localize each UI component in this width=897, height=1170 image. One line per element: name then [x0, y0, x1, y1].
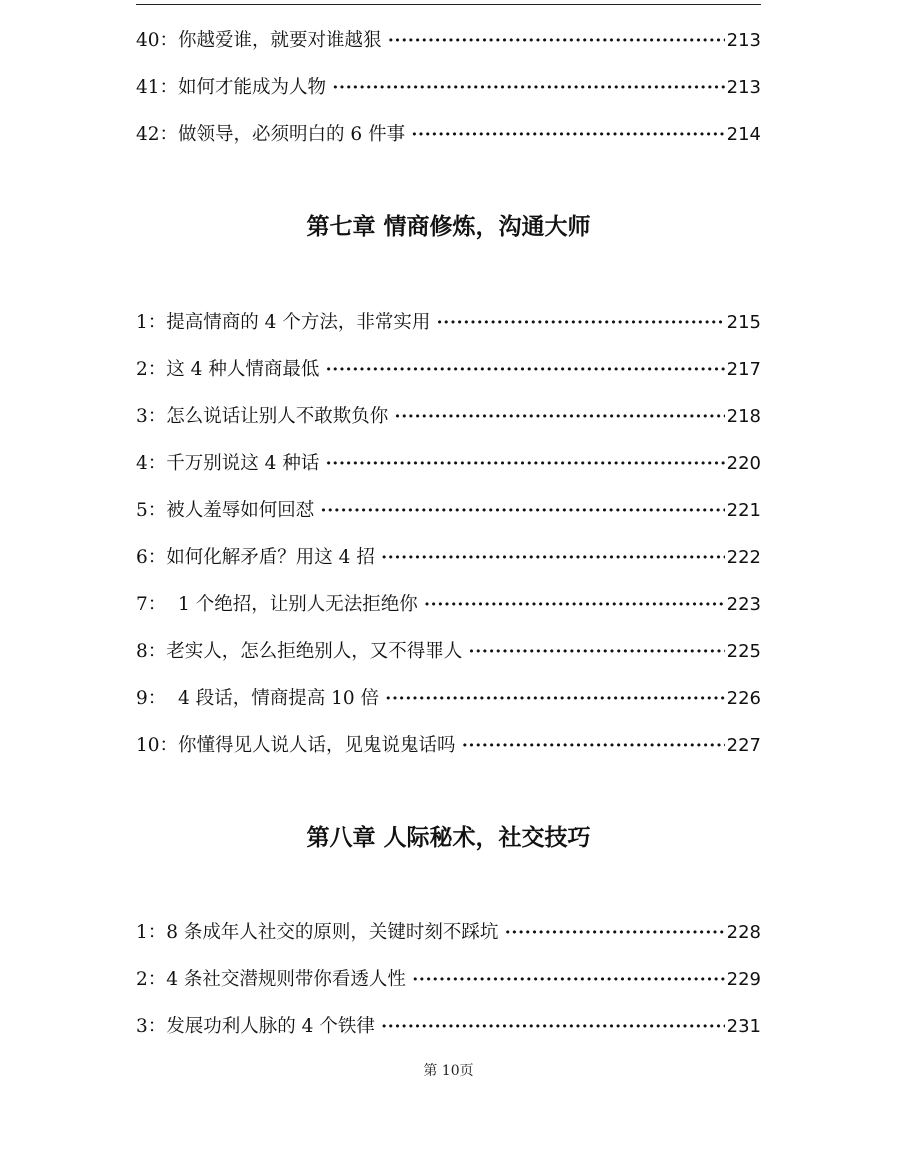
entry-title: 4 条社交潜规则带你看透人性 — [166, 969, 406, 990]
dot-leader — [468, 639, 724, 665]
toc-entry[interactable] — [136, 918, 761, 946]
toc-entry[interactable] — [136, 308, 761, 336]
dot-leader — [381, 545, 725, 571]
toc-entry[interactable] — [136, 590, 761, 618]
toc-entry[interactable] — [136, 355, 761, 383]
entry-page-number: 213 — [726, 77, 761, 98]
toc-entry[interactable] — [136, 965, 761, 993]
entry-title: 被人羞辱如何回怼 — [166, 500, 315, 521]
entry-page-number: 231 — [726, 1016, 761, 1037]
entry-page-number: 215 — [726, 312, 761, 333]
dot-leader — [325, 357, 724, 383]
entry-page-number: 221 — [726, 500, 761, 521]
toc-entry[interactable] — [136, 684, 761, 712]
toc-entry[interactable] — [136, 1012, 761, 1040]
entry-number: 1： — [136, 312, 167, 333]
dot-leader — [411, 122, 725, 148]
toc-entry[interactable] — [136, 496, 761, 524]
entry-number: 7： — [136, 594, 167, 615]
dot-leader — [504, 920, 724, 946]
entry-number: 6： — [136, 547, 167, 568]
entry-page-number: 222 — [726, 547, 761, 568]
entry-page-number: 223 — [726, 594, 761, 615]
toc-entry[interactable] — [136, 73, 761, 101]
entry-number: 41： — [136, 77, 179, 98]
entry-page-number: 217 — [726, 359, 761, 380]
dot-leader — [381, 1014, 725, 1040]
entry-number: 1： — [136, 922, 167, 943]
entry-number: 2： — [136, 359, 167, 380]
entry-title: 如何化解矛盾？用这 4 招 — [166, 547, 375, 568]
dot-leader — [388, 28, 725, 54]
page-number-footer: 第 10页 — [423, 1063, 474, 1079]
dot-leader — [320, 498, 724, 524]
entry-title: 怎么说话让别人不敢欺负你 — [166, 406, 389, 427]
entry-title: 老实人，怎么拒绝别人，又不得罪人 — [166, 641, 463, 662]
entry-number: 3： — [136, 406, 167, 427]
entry-title: 1 个绝招，让别人无法拒绝你 — [166, 594, 418, 615]
dot-leader — [325, 451, 724, 477]
dot-leader — [424, 592, 725, 618]
toc-entry[interactable] — [136, 449, 761, 477]
entry-title: 如何才能成为人物 — [178, 77, 327, 98]
entry-number: 2： — [136, 969, 167, 990]
chapter-heading: 第八章 人际秘术，社交技巧 — [306, 825, 591, 851]
chapter-heading: 第七章 情商修炼，沟通大师 — [306, 214, 591, 240]
toc-entry[interactable] — [136, 731, 761, 759]
entry-title: 4 段话，情商提高 10 倍 — [166, 688, 379, 709]
entry-title: 提高情商的 4 个方法，非常实用 — [166, 312, 431, 333]
toc-entry[interactable] — [136, 402, 761, 430]
entry-number: 4： — [136, 453, 167, 474]
entry-page-number: 229 — [726, 969, 761, 990]
entry-title: 你懂得见人说人话，见鬼说鬼话吗 — [178, 735, 456, 756]
entry-number: 5： — [136, 500, 167, 521]
dot-leader — [394, 404, 724, 430]
entry-number: 8： — [136, 641, 167, 662]
entry-page-number: 213 — [726, 30, 761, 51]
entry-number: 3： — [136, 1016, 167, 1037]
entry-page-number: 218 — [726, 406, 761, 427]
dot-leader — [385, 686, 725, 712]
toc-entry[interactable] — [136, 120, 761, 148]
dot-leader — [332, 75, 725, 101]
toc-entry[interactable] — [136, 543, 761, 571]
toc-entry[interactable] — [136, 26, 761, 54]
dot-leader — [462, 733, 725, 759]
dot-leader — [412, 967, 725, 993]
entry-number: 10： — [136, 735, 179, 756]
entry-title: 发展功利人脉的 4 个铁律 — [166, 1016, 375, 1037]
entry-title: 你越爱谁，就要对谁越狠 — [178, 30, 382, 51]
entry-page-number: 214 — [726, 124, 761, 145]
entry-page-number: 225 — [726, 641, 761, 662]
entry-page-number: 226 — [726, 688, 761, 709]
entry-title: 8 条成年人社交的原则，关键时刻不踩坑 — [166, 922, 499, 943]
entry-page-number: 220 — [726, 453, 761, 474]
entry-title: 这 4 种人情商最低 — [166, 359, 320, 380]
entry-page-number: 228 — [726, 922, 761, 943]
top-divider — [136, 4, 761, 5]
entry-title: 做领导，必须明白的 6 件事 — [178, 124, 406, 145]
entry-number: 9： — [136, 688, 167, 709]
dot-leader — [436, 310, 724, 336]
entry-number: 40： — [136, 30, 179, 51]
entry-page-number: 227 — [726, 735, 761, 756]
entry-number: 42： — [136, 124, 179, 145]
entry-title: 千万别说这 4 种话 — [166, 453, 320, 474]
toc-entry[interactable] — [136, 637, 761, 665]
